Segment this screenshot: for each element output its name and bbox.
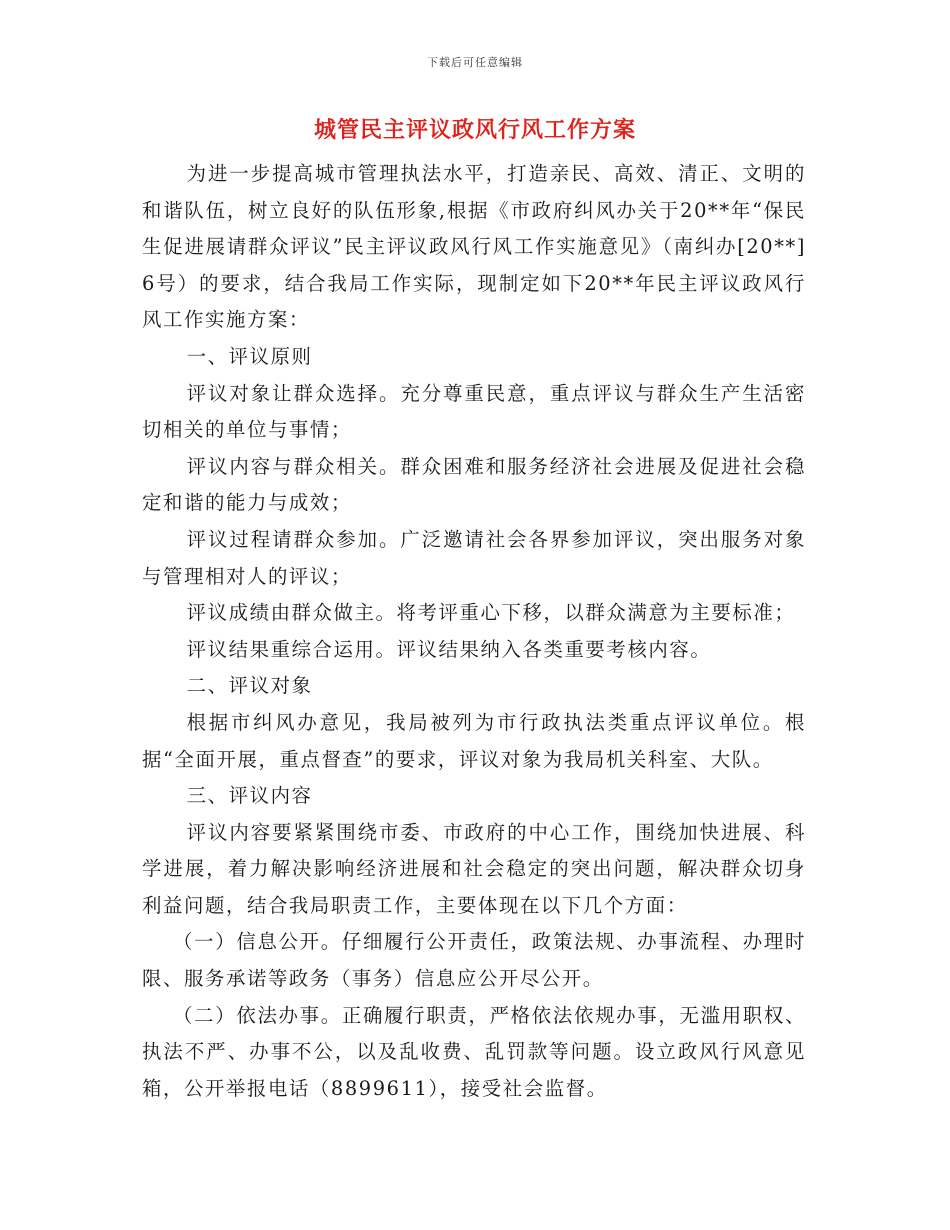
- paragraph-principle-1: 评议对象让群众选择。充分尊重民意，重点评议与群众生产生活密切相关的单位与事情；: [142, 381, 806, 442]
- paragraph-principle-5: 评议结果重综合运用。评议结果纳入各类重要考核内容。: [186, 637, 712, 661]
- paragraph-principle-3: 评议过程请群众参加。广泛邀请社会各界参加评议，突出服务对象与管理相对人的评议；: [142, 527, 806, 588]
- paragraph-intro: 为进一步提高城市管理执法水平，打造亲民、高效、清正、文明的和谐队伍，树立良好的队伍形象,根据《市政府纠风办关于20**年“保民生促进展请群众评议”民主评议政风行风工作实施意见》（南纠办[20**]6号）的要求，结合我局工作实际，现制定如下20**年民主评议政风行风工作实施方案：: [142, 162, 806, 332]
- paragraph-item-1: （一）信息公开。仔细履行公开责任，政策法规、办事流程、办理时限、服务承诺等政务（事务）信息应公开尽公开。: [142, 930, 806, 991]
- paragraph-principle-2: 评议内容与群众相关。群众困难和服务经济社会进展及促进社会稳定和谐的能力与成效；: [142, 454, 806, 515]
- paragraph-principle-4: 评议成绩由群众做主。将考评重心下移，以群众满意为主要标准；: [186, 601, 796, 625]
- paragraph-targets: 根据市纠风办意见，我局被列为市行政执法类重点评议单位。根据“全面开展，重点督查”的要求，评议对象为我局机关科室、大队。: [142, 710, 806, 771]
- paragraph-content: 评议内容要紧紧围绕市委、市政府的中心工作，围绕加快进展、科学进展，着力解决影响经济进展和社会稳定的突出问题，解决群众切身利益问题，结合我局职责工作，主要体现在以下几个方面：: [142, 820, 806, 917]
- document-title: 城管民主评议政风行风工作方案: [313, 117, 636, 143]
- paragraph-item-2: （二）依法办事。正确履行职责，严格依法依规办事，无滥用职权、执法不严、办事不公，以及乱收费、乱罚款等问题。设立政风行风意见箱，公开举报电话（8899611），接受社会监督。: [142, 1003, 806, 1100]
- section-heading-content: 三、评议内容: [186, 784, 313, 808]
- header-note: 下载后可任意编辑: [427, 56, 523, 69]
- document-body: [142, 156, 806, 1107]
- section-heading-targets: 二、评议对象: [186, 674, 313, 698]
- section-heading-principles: 一、评议原则: [186, 344, 313, 368]
